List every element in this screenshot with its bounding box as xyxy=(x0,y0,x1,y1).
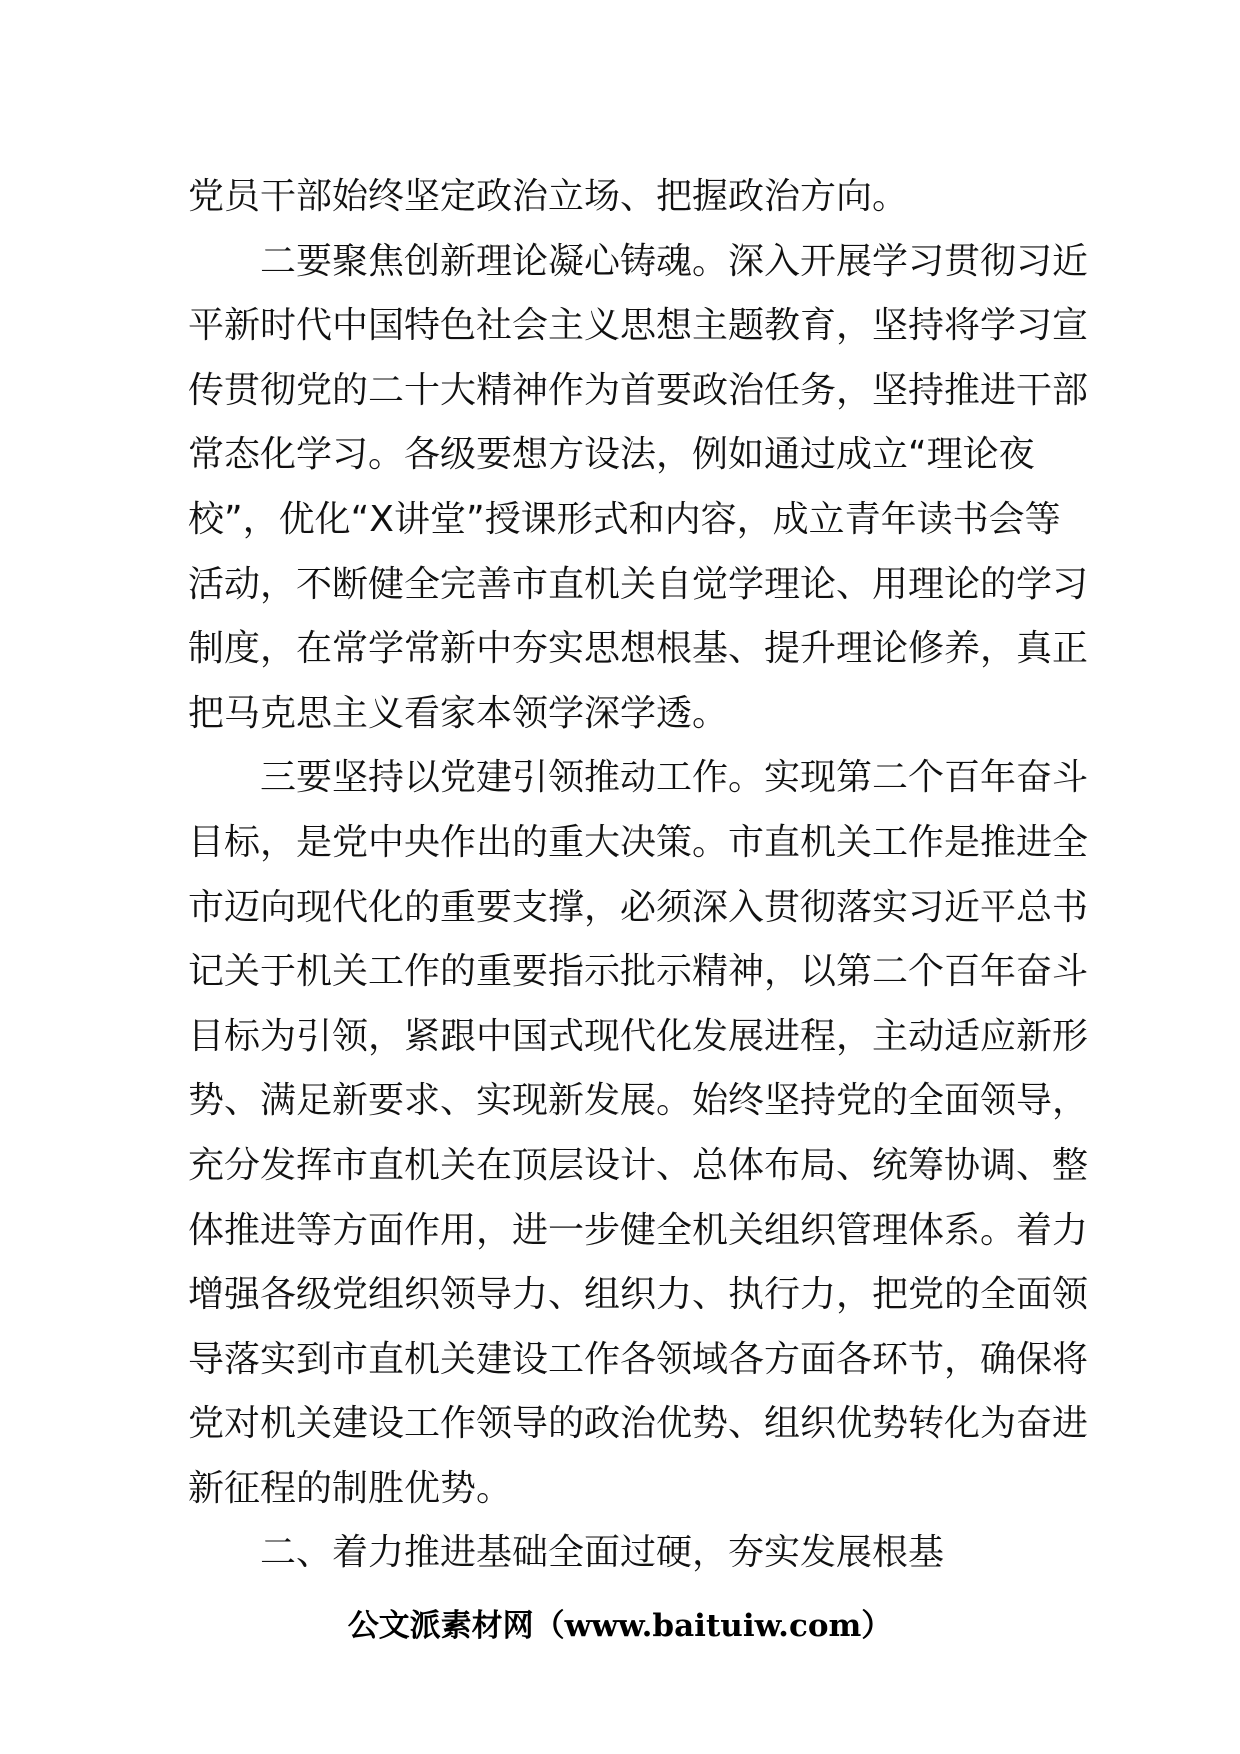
text-line: 校”，优化“X讲堂”授课形式和内容，成立青年读书会等 xyxy=(188,498,1061,540)
text-line: 党员干部始终坚定政治立场、把握政治方向。 xyxy=(188,176,909,217)
text-line: 三要坚持以党建引领推动工作。实现第二个百年奋斗 xyxy=(188,757,1089,799)
text-line: 新征程的制胜优势。 xyxy=(188,1467,513,1509)
text-line: 二要聚焦创新理论凝心铸魂。深入开展学习贯彻习近 xyxy=(188,240,1089,282)
section-heading: 二、着力推进基础全面过硬，夯实发展根基 xyxy=(188,1532,945,1574)
text-line: 活动，不断健全完善市直机关自觉学理论、用理论的学习 xyxy=(188,563,1089,605)
text-line: 平新时代中国特色社会主义思想主题教育，坚持将学习宣 xyxy=(188,305,1089,347)
text-line: 目标为引领，紧跟中国式现代化发展进程，主动适应新形 xyxy=(188,1015,1089,1057)
text-line: 把马克思主义看家本领学深学透。 xyxy=(188,692,729,734)
text-line: 党对机关建设工作领导的政治优势、组织优势转化为奋进 xyxy=(188,1403,1089,1445)
text-line: 导落实到市直机关建设工作各领域各方面各环节，确保将 xyxy=(188,1338,1089,1380)
text-line: 传贯彻党的二十大精神作为首要政治任务，坚持推进干部 xyxy=(188,369,1089,411)
text-line: 充分发挥市直机关在顶层设计、总体布局、统筹协调、整 xyxy=(188,1144,1089,1186)
text-line: 目标，是党中央作出的重大决策。市直机关工作是推进全 xyxy=(188,821,1089,863)
text-line: 市迈向现代化的重要支撑，必须深入贯彻落实习近平总书 xyxy=(188,886,1089,928)
footer-watermark: 公文派素材网（www.baituiw.com） xyxy=(347,1608,893,1644)
text-line: 记关于机关工作的重要指示批示精神，以第二个百年奋斗 xyxy=(188,951,1089,993)
text-line: 制度，在常学常新中夯实思想根基、提升理论修养，真正 xyxy=(188,628,1089,670)
text-line: 体推进等方面作用，进一步健全机关组织管理体系。着力 xyxy=(188,1209,1089,1251)
document-body xyxy=(188,165,1089,1586)
text-line: 常态化学习。各级要想方设法，例如通过成立“理论夜 xyxy=(188,434,1035,476)
text-line: 增强各级党组织领导力、组织力、执行力，把党的全面领 xyxy=(188,1274,1089,1316)
text-line: 势、满足新要求、实现新发展。始终坚持党的全面领导， xyxy=(188,1080,1089,1122)
